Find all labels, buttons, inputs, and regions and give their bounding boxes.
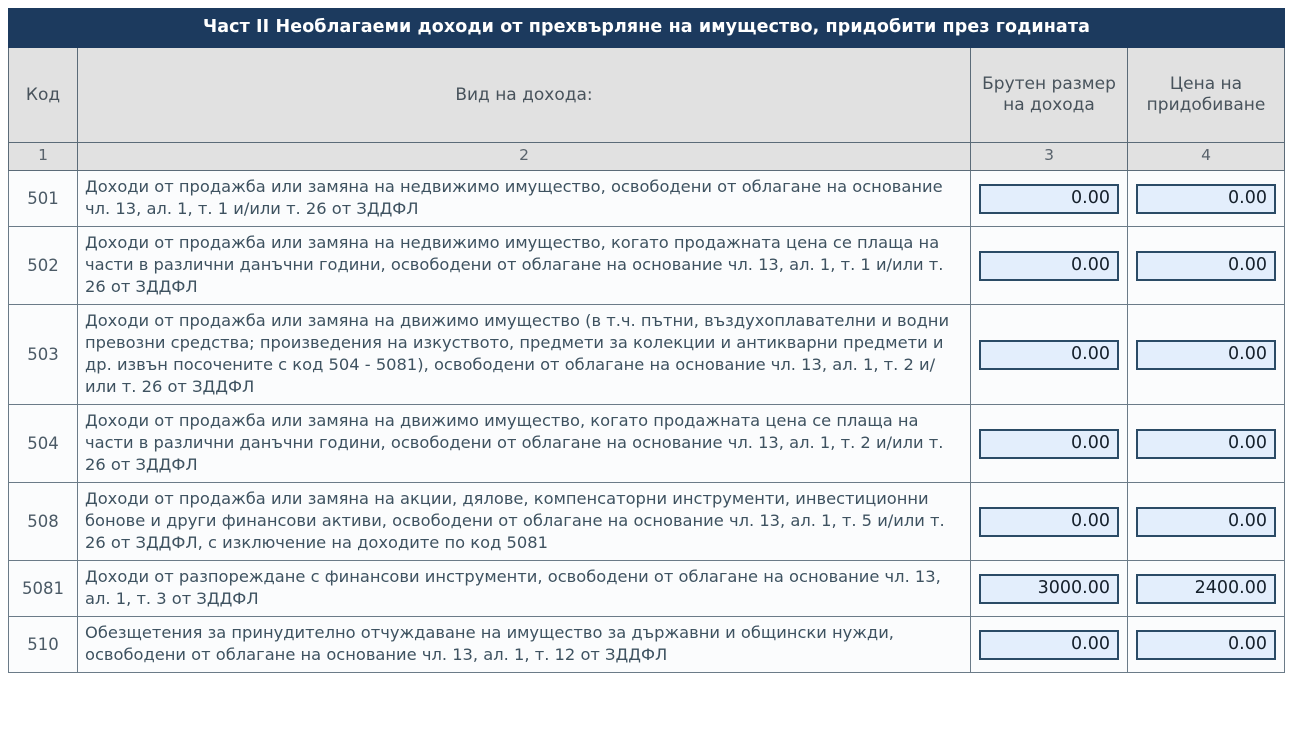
column-number-3: 3 bbox=[971, 143, 1128, 171]
gross-amount-input[interactable] bbox=[979, 630, 1119, 660]
acquisition-price-cell bbox=[1128, 483, 1285, 561]
gross-amount-cell bbox=[971, 171, 1128, 227]
table-row bbox=[9, 483, 1285, 561]
part-title: Част II Необлагаеми доходи от прехвърляне на имущество, придобити през годината bbox=[9, 9, 1285, 48]
acquisition-price-cell bbox=[1128, 227, 1285, 305]
gross-amount-cell bbox=[971, 227, 1128, 305]
acquisition-price-cell bbox=[1128, 171, 1285, 227]
row-description: Доходи от продажба или замяна на движимо имущество (в т.ч. пътни, въздухоплавателни и водни превозни средства; произведения на изкуството, предмети за колекции и антикварни предмети и др. извън посочените с код 504 - 5081), освободени от облагане на основание чл. 13, ал. 1, т. 2 и/или т. 26 от ЗДДФЛ bbox=[78, 305, 971, 405]
gross-amount-cell bbox=[971, 561, 1128, 617]
column-header-code: Код bbox=[9, 48, 78, 143]
row-code: 503 bbox=[9, 305, 78, 405]
non-taxable-income-table bbox=[8, 8, 1285, 673]
gross-amount-cell bbox=[971, 483, 1128, 561]
acquisition-price-cell bbox=[1128, 561, 1285, 617]
gross-amount-input[interactable] bbox=[979, 429, 1119, 459]
column-header-description: Вид на дохода: bbox=[78, 48, 971, 143]
gross-amount-cell bbox=[971, 305, 1128, 405]
gross-amount-input[interactable] bbox=[979, 507, 1119, 537]
gross-amount-input[interactable] bbox=[979, 184, 1119, 214]
column-number-2: 2 bbox=[78, 143, 971, 171]
column-number-4: 4 bbox=[1128, 143, 1285, 171]
table-row bbox=[9, 171, 1285, 227]
acquisition-price-cell bbox=[1128, 617, 1285, 673]
row-description: Обезщетения за принудително отчуждаване на имущество за държавни и общински нужди, освободени от облагане на основание чл. 13, ал. 1, т. 12 от ЗДДФЛ bbox=[78, 617, 971, 673]
column-header-row bbox=[9, 48, 1285, 143]
column-header-gross-amount: Брутен размер на дохода bbox=[971, 48, 1128, 143]
row-code: 502 bbox=[9, 227, 78, 305]
row-description: Доходи от продажба или замяна на акции, дялове, компенсаторни инструменти, инвестиционни бонове и други финансови активи, освободени от облагане на основание чл. 13, ал. 1, т. 5 и/или т. 26 от ЗДДФЛ, с изключение на доходите по код 5081 bbox=[78, 483, 971, 561]
table-row bbox=[9, 617, 1285, 673]
table-row bbox=[9, 227, 1285, 305]
row-code: 504 bbox=[9, 405, 78, 483]
row-description: Доходи от продажба или замяна на движимо имущество, когато продажната цена се плаща на части в различни данъчни години, освободени от облагане на основание чл. 13, ал. 1, т. 2 и/или т. 26 от ЗДДФЛ bbox=[78, 405, 971, 483]
gross-amount-input[interactable] bbox=[979, 340, 1119, 370]
table-row bbox=[9, 405, 1285, 483]
acquisition-price-input[interactable] bbox=[1136, 184, 1276, 214]
table-row bbox=[9, 561, 1285, 617]
gross-amount-input[interactable] bbox=[979, 574, 1119, 604]
row-code: 510 bbox=[9, 617, 78, 673]
row-description: Доходи от продажба или замяна на недвижимо имущество, освободени от облагане на основание чл. 13, ал. 1, т. 1 и/или т. 26 от ЗДДФЛ bbox=[78, 171, 971, 227]
acquisition-price-input[interactable] bbox=[1136, 507, 1276, 537]
row-description: Доходи от продажба или замяна на недвижимо имущество, когато продажната цена се плаща на части в различни данъчни години, освободени от облагане на основание чл. 13, ал. 1, т. 1 и/или т. 26 от ЗДДФЛ bbox=[78, 227, 971, 305]
acquisition-price-cell bbox=[1128, 305, 1285, 405]
acquisition-price-input[interactable] bbox=[1136, 429, 1276, 459]
part-title-row bbox=[9, 9, 1285, 48]
gross-amount-cell bbox=[971, 617, 1128, 673]
acquisition-price-input[interactable] bbox=[1136, 574, 1276, 604]
column-header-acquisition-price: Цена на придобиване bbox=[1128, 48, 1285, 143]
acquisition-price-input[interactable] bbox=[1136, 251, 1276, 281]
row-description: Доходи от разпореждане с финансови инструменти, освободени от облагане на основание чл. 13, ал. 1, т. 3 от ЗДДФЛ bbox=[78, 561, 971, 617]
gross-amount-cell bbox=[971, 405, 1128, 483]
acquisition-price-input[interactable] bbox=[1136, 340, 1276, 370]
acquisition-price-cell bbox=[1128, 405, 1285, 483]
gross-amount-input[interactable] bbox=[979, 251, 1119, 281]
table-body bbox=[9, 171, 1285, 673]
acquisition-price-input[interactable] bbox=[1136, 630, 1276, 660]
column-number-row bbox=[9, 143, 1285, 171]
column-number-1: 1 bbox=[9, 143, 78, 171]
row-code: 501 bbox=[9, 171, 78, 227]
row-code: 5081 bbox=[9, 561, 78, 617]
table-row bbox=[9, 305, 1285, 405]
row-code: 508 bbox=[9, 483, 78, 561]
